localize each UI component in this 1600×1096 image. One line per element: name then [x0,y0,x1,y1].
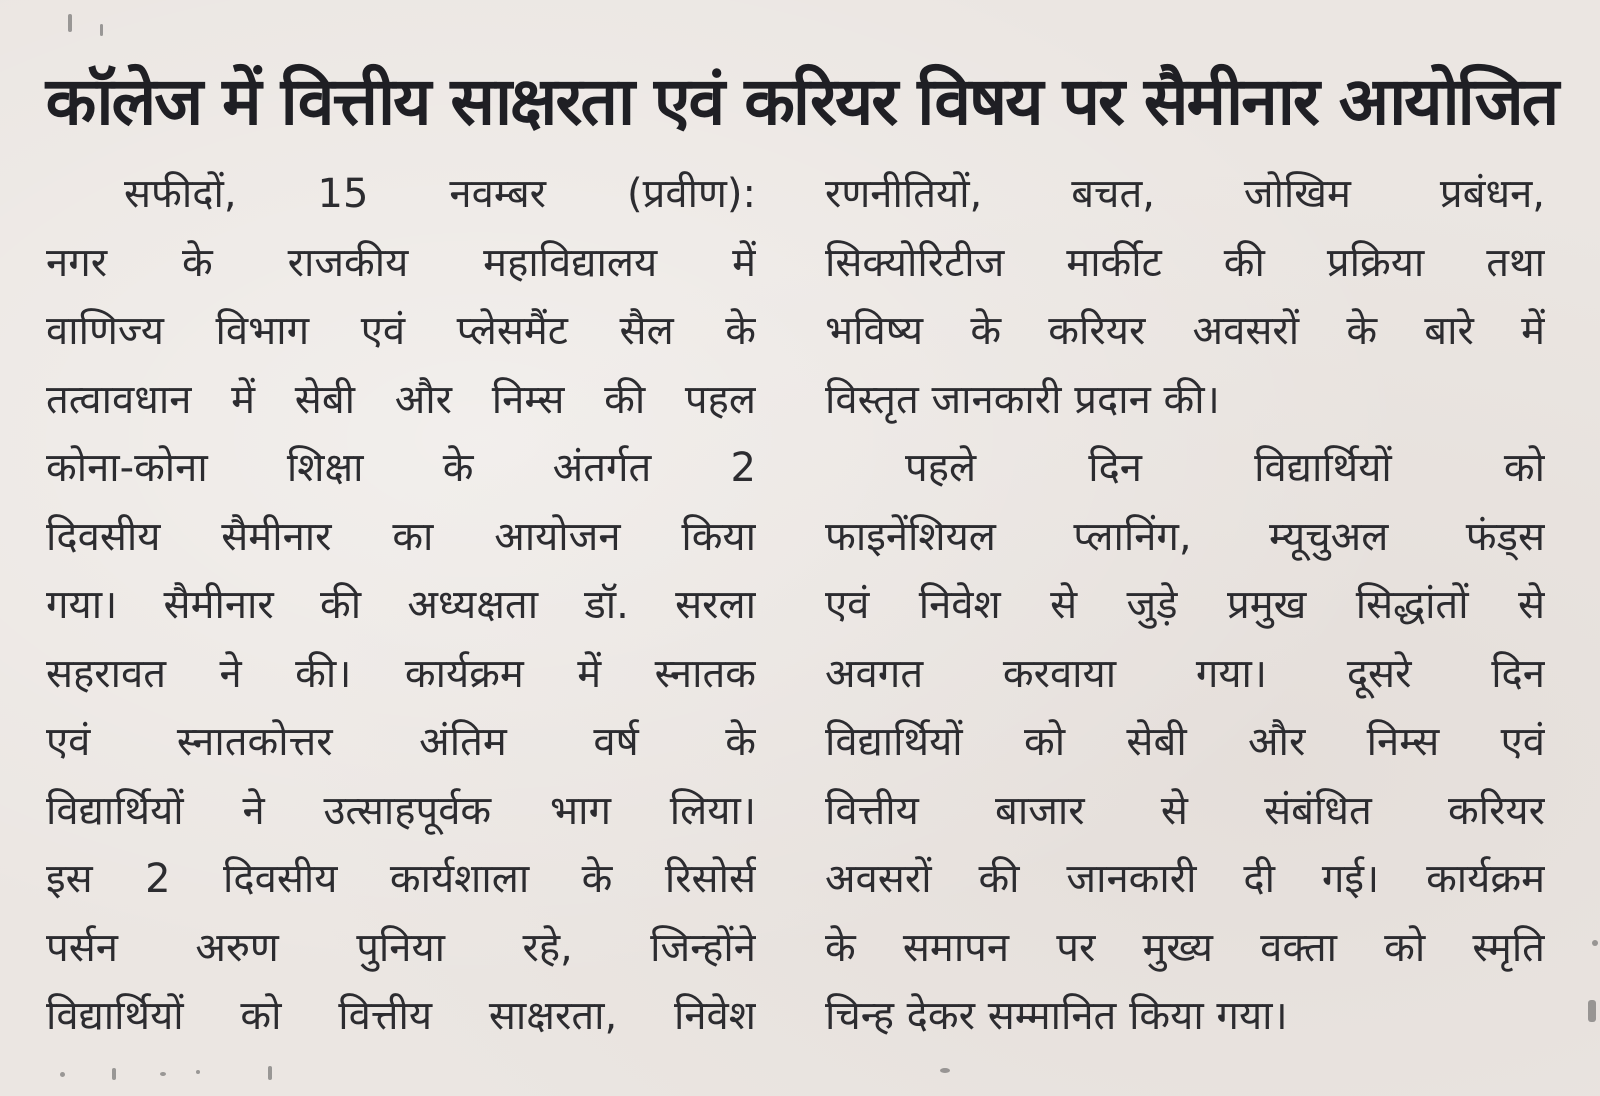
print-speck [940,1068,950,1073]
print-speck [196,1070,200,1074]
left-line-5: कोना-कोना शिक्षा के अंतर्गत 2 [46,445,756,491]
print-speck [1588,1000,1596,1022]
article-right-column [825,160,1545,1051]
right-line-13: चिन्ह देकर सम्मानित किया गया। [825,993,1288,1039]
right-line-9: विद्यार्थियों को सेबी और निम्स एवं [825,719,1545,765]
right-line-11: अवसरों की जानकारी दी गई। कार्यक्रम [825,856,1545,902]
article-headline: कॉलेज में वित्तीय साक्षरता एवं करियर विषय पर सैमीनार आयोजित [45,63,1558,140]
print-speck [1592,940,1598,946]
print-speck [112,1068,116,1080]
right-line-10: वित्तीय बाजार से संबंधित करियर [825,787,1545,834]
left-line-8: सहरावत ने की। कार्यक्रम में स्नातक [46,650,756,697]
left-line-10: विद्यार्थियों ने उत्साहपूर्वक भाग लिया। [46,787,756,834]
right-line-6: फाइनेंशियल प्लानिंग, म्यूचुअल फंड्स [825,513,1545,560]
right-line-5: पहले दिन विद्यार्थियों को [905,445,1545,491]
right-line-2: सिक्योरिटीज मार्कीट की प्रक्रिया तथा [825,239,1545,286]
left-line-4: तत्वावधान में सेबी और निम्स की पहल [46,376,756,423]
right-line-12: के समापन पर मुख्य वक्ता को स्मृति [825,924,1545,971]
left-line-1: सफीदों, 15 नवम्बर (प्रवीण): [124,171,756,217]
print-speck [60,1072,65,1077]
left-line-9: एवं स्नातकोत्तर अंतिम वर्ष के [46,719,756,765]
left-line-6: दिवसीय सैमीनार का आयोजन किया [46,513,756,560]
right-line-1: रणनीतियों, बचत, जोखिम प्रबंधन, [825,171,1545,217]
left-line-12: पर्सन अरुण पुनिया रहे, जिन्होंने [46,924,756,971]
right-line-8: अवगत करवाया गया। दूसरे दिन [825,650,1545,697]
print-speck [268,1066,272,1080]
left-line-13: विद्यार्थियों को वित्तीय साक्षरता, निवेश [46,993,756,1039]
right-line-7: एवं निवेश से जुड़े प्रमुख सिद्धांतों से [825,582,1545,628]
left-line-7: गया। सैमीनार की अध्यक्षता डॉ. सरला [46,582,756,628]
right-line-4: विस्तृत जानकारी प्रदान की। [825,376,1220,423]
print-speck [68,14,72,32]
left-line-11: इस 2 दिवसीय कार्यशाला के रिसोर्स [46,856,756,902]
left-line-2: नगर के राजकीय महाविद्यालय में [46,239,756,286]
print-speck [160,1072,166,1076]
left-line-3: वाणिज्य विभाग एवं प्लेसमैंट सैल के [46,308,756,354]
print-speck [100,24,103,36]
right-line-3: भविष्य के करियर अवसरों के बारे में [825,308,1545,354]
article-left-column [46,160,756,1051]
